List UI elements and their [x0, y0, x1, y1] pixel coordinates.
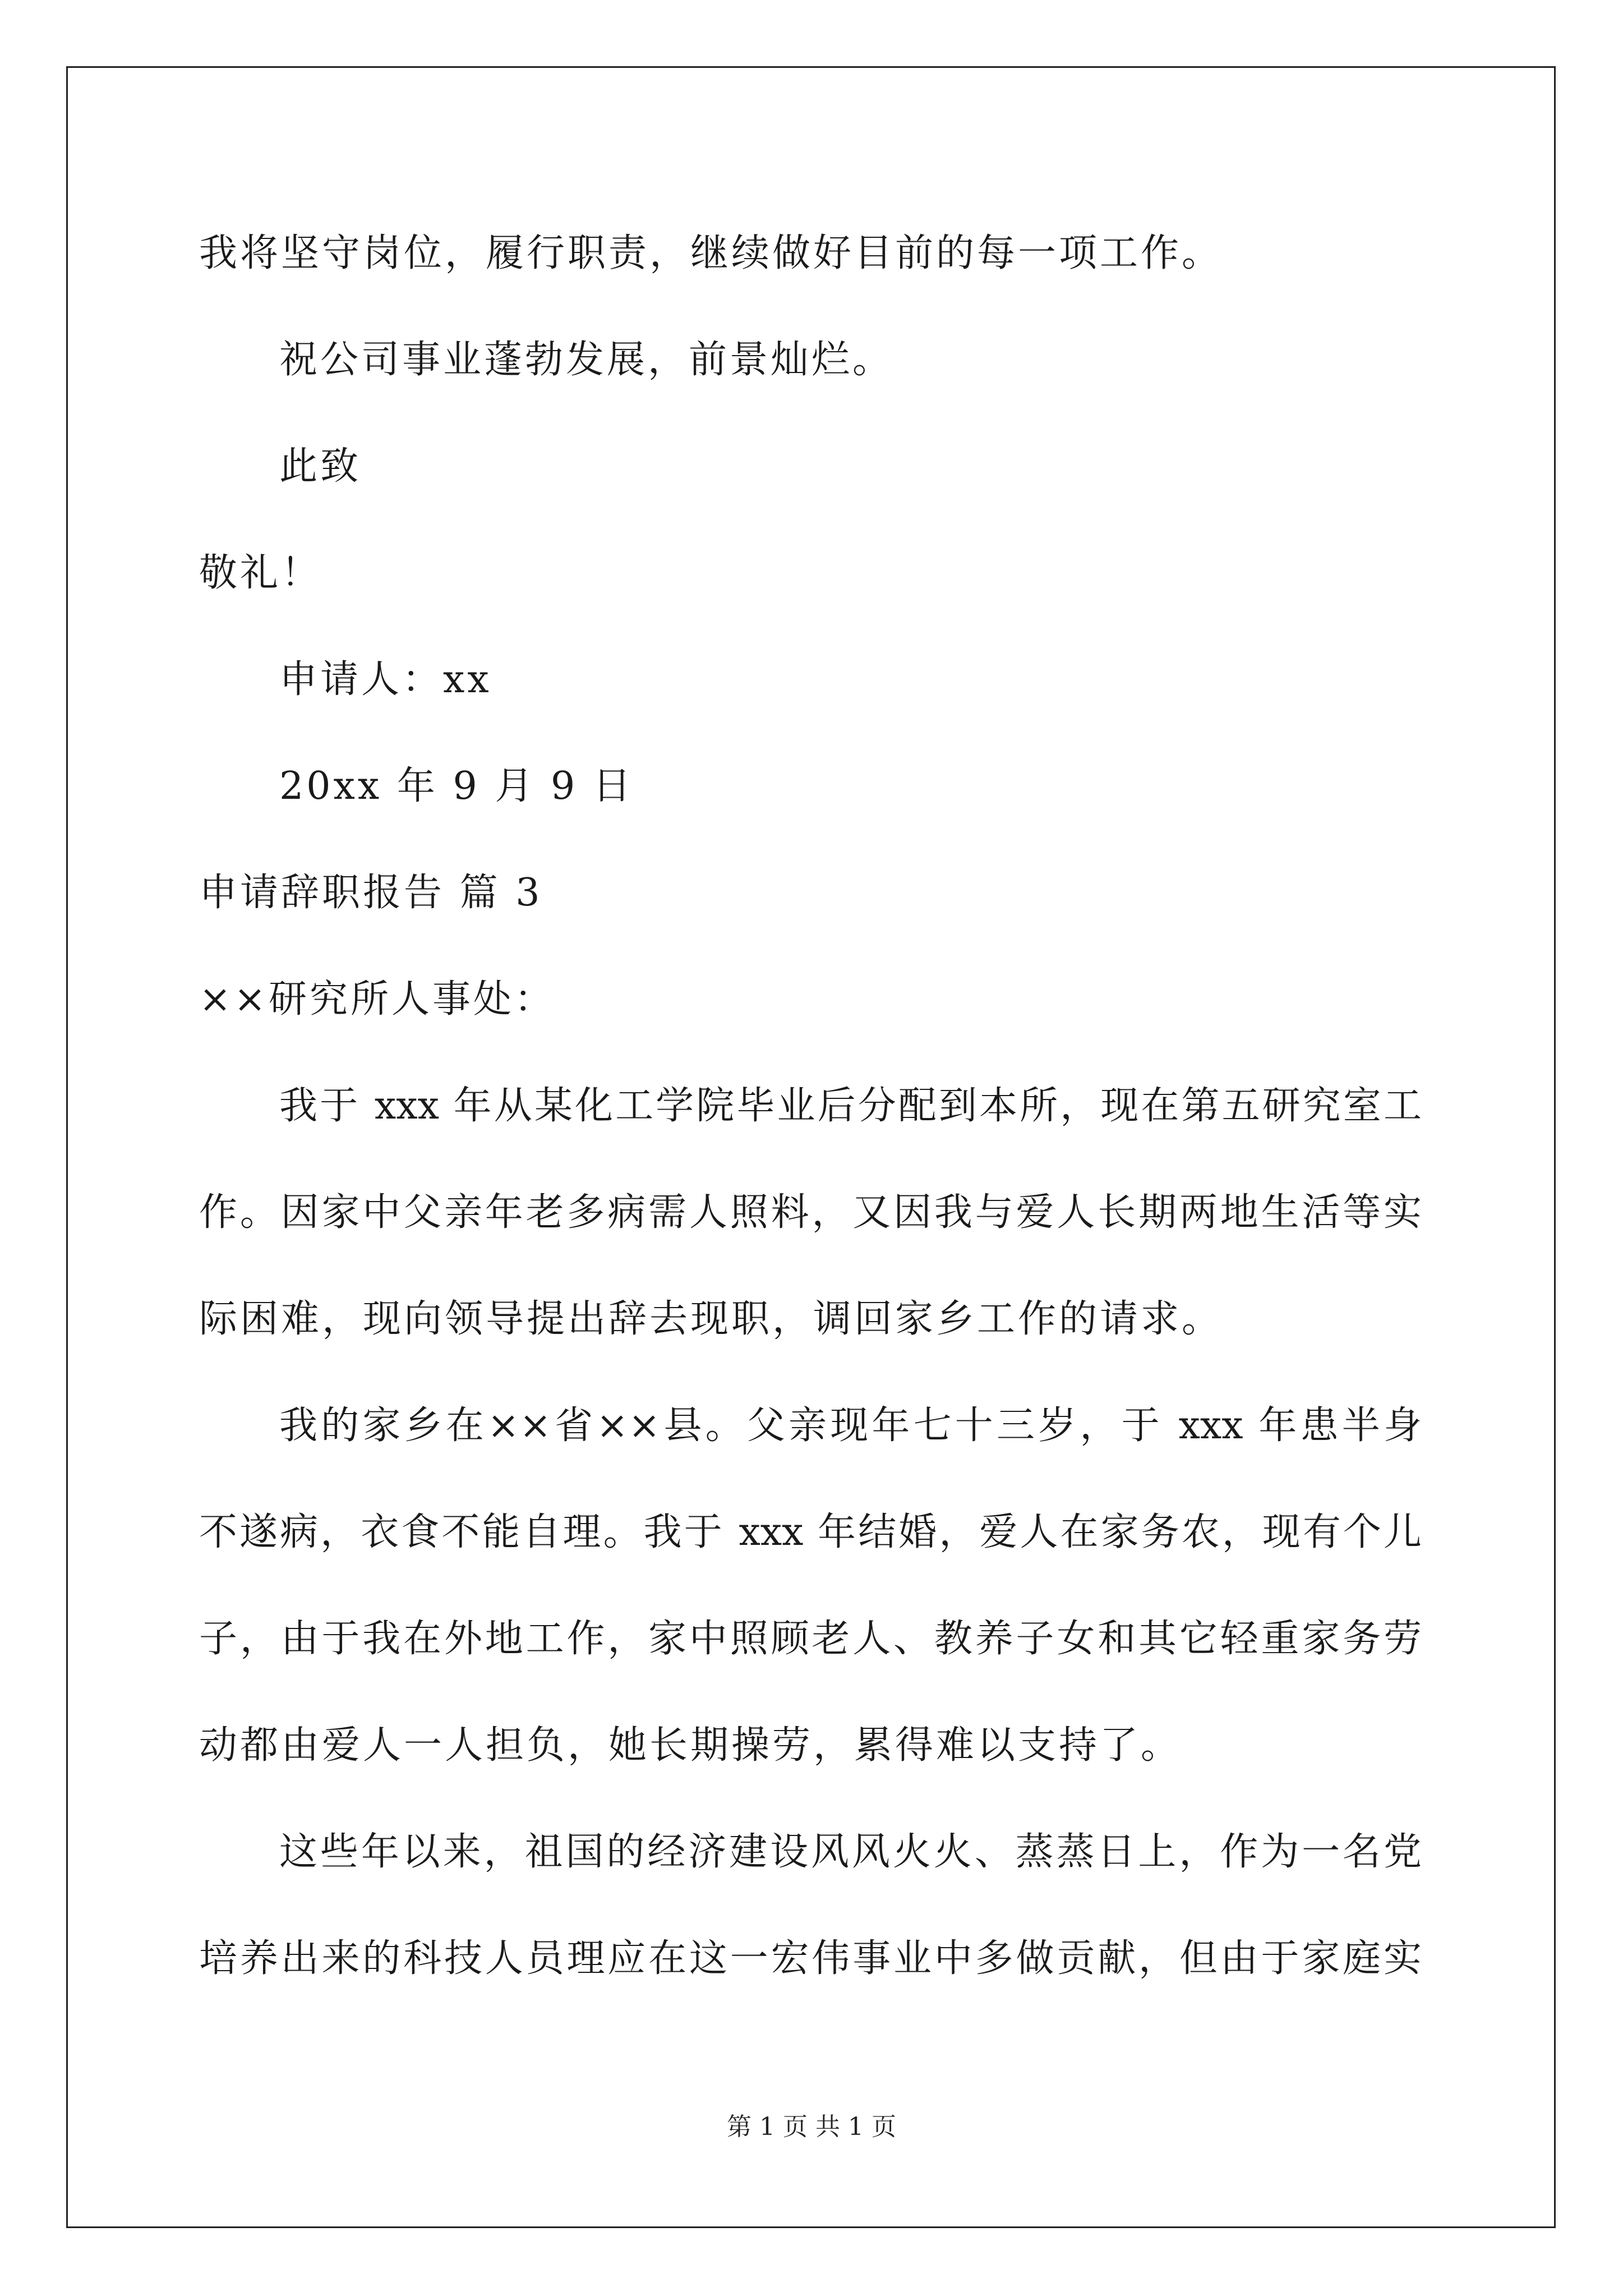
- paragraph-1-line-1: 我于 xxx 年从某化工学院毕业后分配到本所，现在第五研究室工: [279, 1084, 1422, 1128]
- paragraph-2-line-4: 动都由爱人一人担负，她长期操劳，累得难以支持了。: [199, 1723, 1182, 1768]
- page-border: [66, 66, 1556, 2228]
- section-heading: 申请辞职报告 篇 3: [199, 871, 543, 915]
- text-line-2: 祝公司事业蓬勃发展，前景灿烂。: [279, 338, 894, 382]
- paragraph-1-line-2: 作。因家中父亲年老多病需人照料，又因我与爱人长期两地生活等实: [199, 1190, 1422, 1235]
- paragraph-2-line-3: 子，由于我在外地工作，家中照顾老人、教养子女和其它轻重家务劳: [199, 1617, 1422, 1661]
- text-line-5: 申请人：xx: [279, 657, 492, 702]
- text-line-3: 此致: [279, 444, 362, 489]
- page-footer: 第 1 页 共 1 页: [727, 2113, 896, 2141]
- paragraph-1-line-3: 际困难，现向领导提出辞去现职，调回家乡工作的请求。: [199, 1297, 1223, 1341]
- addressee: ××研究所人事处：: [199, 977, 555, 1022]
- paragraph-2-line-2: 不遂病，衣食不能自理。我于 xxx 年结婚，爱人在家务农，现有个儿: [199, 1510, 1422, 1554]
- paragraph-3-line-2: 培养出来的科技人员理应在这一宏伟事业中多做贡献，但由于家庭实: [199, 1936, 1422, 1981]
- text-line-6: 20xx 年 9 月 9 日: [279, 764, 634, 808]
- paragraph-3-line-1: 这些年以来，祖国的经济建设风风火火、蒸蒸日上，作为一名党: [279, 1830, 1422, 1874]
- paragraph-2-line-1: 我的家乡在××省××县。父亲现年七十三岁，于 xxx 年患半身: [279, 1404, 1422, 1448]
- text-line-1: 我将坚守岗位，履行职责，继续做好目前的每一项工作。: [199, 231, 1223, 275]
- text-line-4: 敬礼！: [199, 551, 322, 595]
